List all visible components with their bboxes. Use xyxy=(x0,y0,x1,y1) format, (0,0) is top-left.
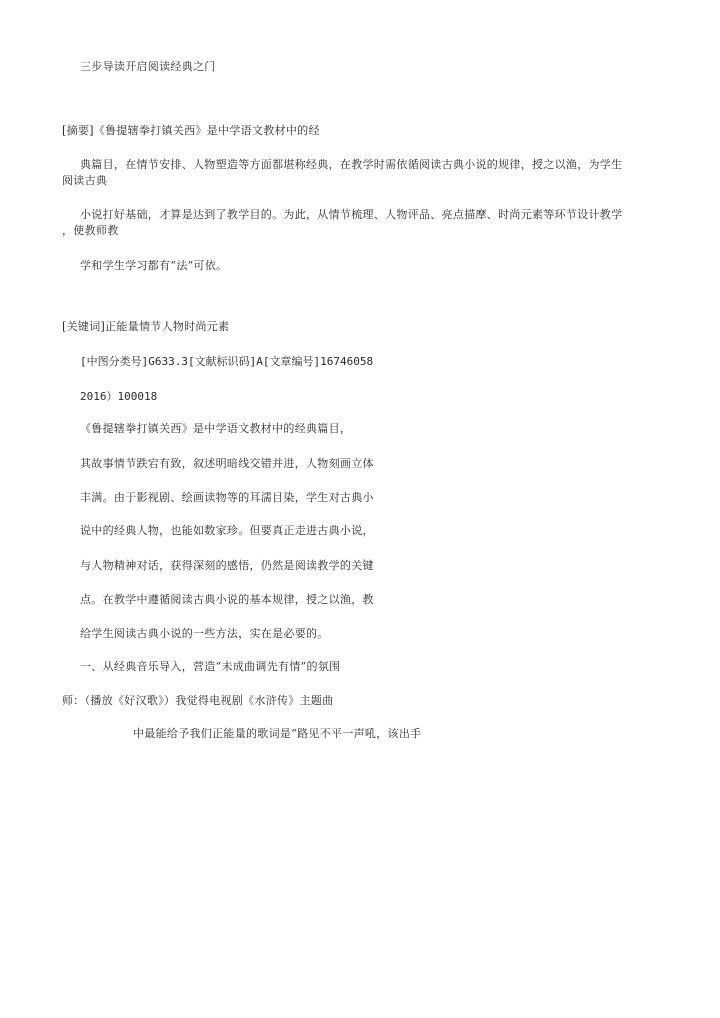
body-paragraph-line: 点。在教学中遵循阅读古典小说的基本规律，授之以渔，教 xyxy=(80,593,374,606)
body-paragraph-line: 说中的经典人物，也能如数家珍。但要真正走进古典小说， xyxy=(80,524,374,537)
teacher-line: 师：（播放《好汉歌》）我觉得电视剧《水浒传》主题曲 xyxy=(62,694,334,707)
body-paragraph-line: 与人物精神对话，获得深刻的感悟，仍然是阅读教学的关键 xyxy=(80,559,374,572)
keywords: [关键词]正能量情节人物时尚元素 xyxy=(62,320,230,333)
abstract-line: [摘要]《鲁提辖拳打镇关西》是中学语文教材中的经 xyxy=(62,124,320,137)
body-paragraph-line: 中最能给予我们正能量的歌词是“路见不平一声吼，该出手 xyxy=(133,727,422,740)
abstract-line: ，使教师教 xyxy=(62,224,119,237)
abstract-line: 学和学生学习都有“法”可依。 xyxy=(80,259,228,272)
section-heading: 一、从经典音乐导入，营造“未成曲调先有情”的氛围 xyxy=(80,660,341,673)
issue-line: 2016）100018 xyxy=(80,390,158,403)
abstract-line: 小说打好基础，才算是达到了教学目的。为此，从情节梳理、人物评品、亮点描摩、时尚元素等环节设计教学 xyxy=(80,208,623,221)
body-paragraph-line: 《鲁提辖拳打镇关西》是中学语文教材中的经典篇目， xyxy=(80,422,352,435)
body-paragraph-line: 丰满。由于影视剧、绘画读物等的耳濡目染，学生对古典小 xyxy=(80,491,374,504)
abstract-line: 典篇目，在情节安排、人物塑造等方面都堪称经典，在教学时需依循阅读古典小说的规律，授之以渔，为学生 xyxy=(80,158,623,171)
abstract-line: 阅读古典 xyxy=(62,174,108,187)
document-title: 三步导读开启阅读经典之门 xyxy=(80,60,216,73)
body-paragraph-line: 给学生阅读古典小说的一些方法，实在是必要的。 xyxy=(80,627,329,640)
body-paragraph-line: 其故事情节跌宕有致，叙述明暗线交错并进，人物刻画立体 xyxy=(80,457,374,470)
classification-line: [中图分类号]G633.3[文献标识码]A[文章编号]16746058 xyxy=(80,355,374,368)
